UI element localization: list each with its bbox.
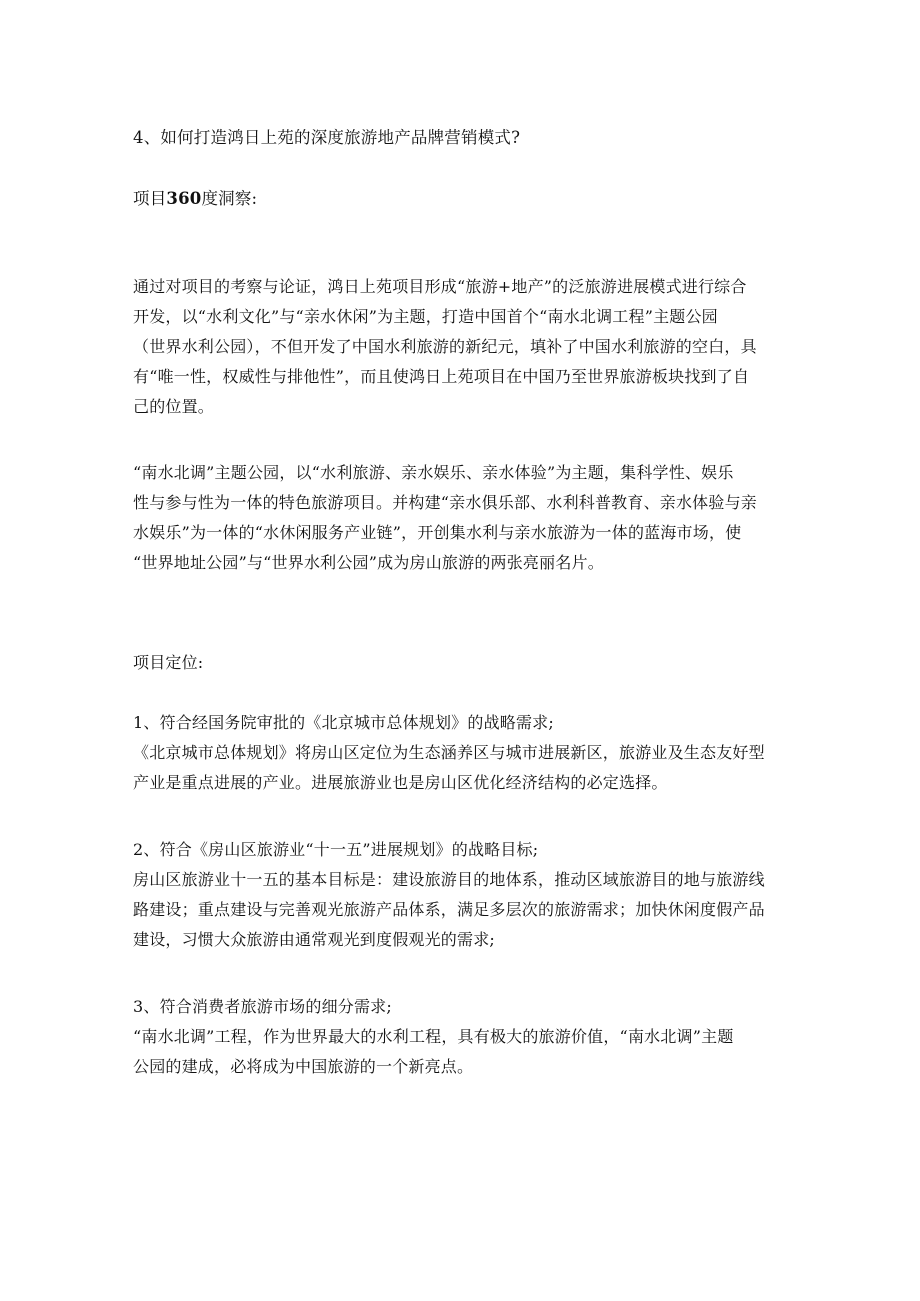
item-line: 房山区旅游业十一五的基本目标是：建设旅游目的地体系，推动区域旅游目的地与旅游线 <box>133 870 765 889</box>
paragraph-line: （世界水利公园），不但开发了中国水利旅游的新纪元，填补了中国水利旅游的空白，具 <box>133 337 757 356</box>
item-line: 建设，习惯大众旅游由通常观光到度假观光的需求; <box>133 930 495 949</box>
positioning-item-1 <box>133 708 803 798</box>
positioning-item-3 <box>133 992 803 1082</box>
positioning-item-2 <box>133 835 803 955</box>
paragraph-line: 开发，以“水利文化”与“亲水休闲”为主题，打造中国首个“南水北调工程”主题公园 <box>133 307 718 326</box>
insight-prefix: 项目 <box>133 189 167 208</box>
item-line: 产业是重点进展的产业。进展旅游业也是房山区优化经济结构的必定选择。 <box>133 773 668 792</box>
item-title: 2、符合《房山区旅游业“十一五”进展规划》的战略目标; <box>133 840 539 859</box>
paragraph-line: 通过对项目的考察与论证，鸿日上苑项目形成“旅游+地产”的泛旅游进展模式进行综合 <box>133 277 747 296</box>
paragraph-line: 己的位置。 <box>133 397 215 416</box>
paragraph-line: 水娱乐”为一体的“水休闲服务产业链”，开创集水利与亲水旅游为一体的蓝海市场，使 <box>133 523 742 542</box>
item-title: 3、符合消费者旅游市场的细分需求; <box>133 997 392 1016</box>
item-line: 公园的建成，必将成为中国旅游的一个新亮点。 <box>133 1057 474 1076</box>
positioning-heading: 项目定位: <box>133 653 204 672</box>
paragraph-theme-park <box>133 458 803 578</box>
insight-heading <box>133 184 803 214</box>
insight-suffix: 度洞察: <box>201 189 258 208</box>
paragraph-line: “南水北调”主题公园，以“水利旅游、亲水娱乐、亲水体验”为主题，集科学性、娱乐 <box>133 463 734 482</box>
item-line: 《北京城市总体规划》将房山区定位为生态涵养区与城市进展新区，旅游业及生态友好型 <box>133 743 765 762</box>
paragraph-project-insight <box>133 272 803 422</box>
insight-number: 360 <box>166 189 202 208</box>
paragraph-line: 性与参与性为一体的特色旅游项目。并构建“亲水俱乐部、水利科普教育、亲水体验与亲 <box>133 493 757 512</box>
item-line: “南水北调”工程，作为世界最大的水利工程，具有极大的旅游价值，“南水北调”主题 <box>133 1027 734 1046</box>
paragraph-line: 有“唯一性，权威性与排他性”，而且使鸿日上苑项目在中国乃至世界旅游板块找到了自 <box>133 367 750 386</box>
item-title: 1、符合经国务院审批的《北京城市总体规划》的战略需求; <box>133 713 554 732</box>
question-heading: 4、如何打造鸿日上苑的深度旅游地产品牌营销模式? <box>133 128 521 147</box>
item-line: 路建设；重点建设与完善观光旅游产品体系，满足多层次的旅游需求；加快休闲度假产品 <box>133 900 765 919</box>
paragraph-line: “世界地址公园”与“世界水利公园”成为房山旅游的两张亮丽名片。 <box>133 553 604 572</box>
